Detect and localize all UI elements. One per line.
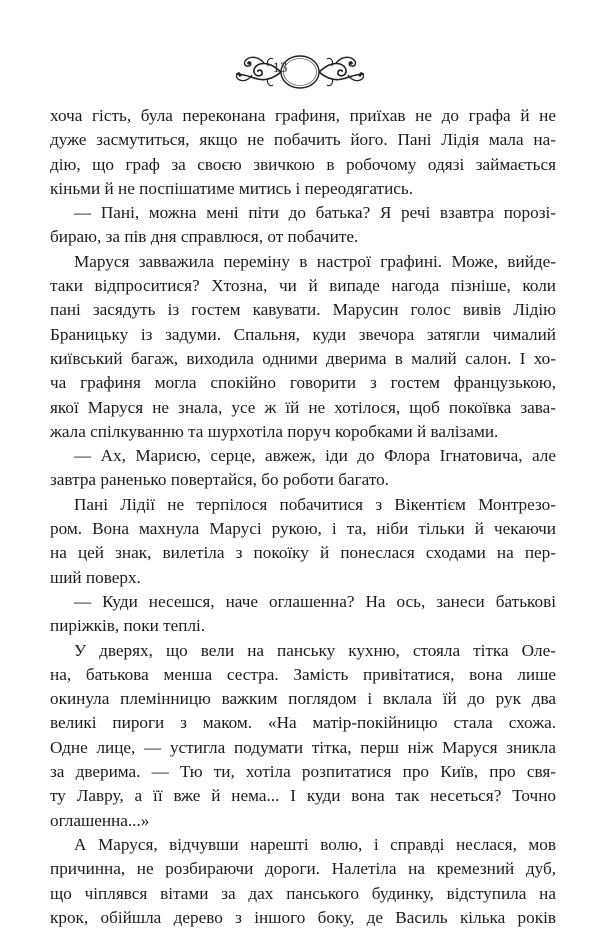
text-line: причинна, не розбираючи дороги. Налетіла на кремезний дуб,	[50, 859, 556, 879]
text-line: бираю, за пів дня справлюся, от побачите.	[50, 227, 359, 247]
text-line: окинула племінницю важким поглядом і вклала їй до рук два	[50, 689, 556, 709]
text-line: Одне лице, — устигла подумати тітка, перш ніж Маруся зникла	[50, 737, 556, 757]
text-line: крок, обійшла дерево з іншого боку, де Василь кілька років	[50, 907, 556, 927]
body-text	[50, 104, 556, 930]
text-line: — Куди несешся, наче оглашенна? На ось, занеси батькові	[74, 591, 556, 611]
text-line: пані засядуть із гостем кавувати. Марусин голос вивів Лідію	[50, 300, 556, 320]
text-line: київський багаж, виходила одними дверима в малий салон. І хо-	[50, 348, 556, 368]
text-line: завтра раненько повертайся, бо роботи багато.	[50, 470, 389, 490]
text-line: ший поверх.	[50, 567, 141, 587]
text-line: хоча гість, була переконана графиня, приїхав не до графа й не	[50, 106, 556, 125]
page-number: 13	[272, 60, 288, 76]
text-line: великі пироги з маком. «На матір-покійницю стала схожа.	[50, 713, 556, 733]
text-line: на, батькова менша сестра. Замість привітатися, вона лише	[50, 664, 556, 684]
text-line: якої Маруся не знала, усе ж їй не хотілося, щоб покоївка зава-	[50, 397, 556, 417]
text-line: ром. Вона махнула Марусі рукою, і та, ніби тільки й чекаючи	[50, 519, 556, 539]
page-header	[0, 48, 600, 98]
text-line: Пані Лідії не терпілося побачитися з Вікентієм Монтрезо-	[74, 494, 556, 514]
text-line: на цей знак, вилетіла з покоїку й понеслася сходами на пер-	[50, 543, 556, 563]
text-line: таки відпроситися? Хтозна, чи й випаде нагода пізніше, коли	[50, 276, 556, 296]
text-line: ту Лавру, а її вже й нема... І куди вона так несеться? Точно	[50, 786, 556, 806]
text-line: дуже засмутиться, якщо не побачить його. Пані Лідія мала на-	[50, 130, 556, 150]
text-line: за дверима. — Тю ти, хотіла розпитатися про Київ, про свя-	[50, 762, 556, 782]
text-line: ча графиня могла спокійно говорити з гостем французькою,	[50, 373, 556, 393]
text-line: оглашенна...»	[50, 810, 150, 830]
text-line: — Пані, можна мені піти до батька? Я речі взавтра порозі-	[74, 203, 556, 223]
text-line: кіньми й не поспішатиме митись і переодягатись.	[50, 178, 414, 198]
text-line: У дверях, що вели на панську кухню, стояла тітка Оле-	[74, 640, 556, 660]
text-line: пиріжків, поки теплі.	[50, 616, 206, 636]
text-line: Маруся завважила переміну в настрої графині. Може, вийде-	[74, 251, 556, 271]
text-line: дію, що граф за своєю звичкою в робочому одязі займається	[50, 154, 556, 174]
text-line: що чіплявся вітами за дах панського будинку, відступила на	[50, 883, 556, 903]
text-line: А Маруся, відчувши нарешті волю, і справді неслася, мов	[74, 834, 556, 854]
text-line: — Ах, Марисю, серце, авжеж, іди до Флора Ігнатовича, але	[74, 446, 556, 466]
text-line: жала спілкуванню та шурхотіла поруч коробками й валізами.	[50, 421, 499, 441]
ornament-icon	[228, 48, 372, 96]
text-line: Браницьку із задуми. Спальня, куди звечора затягли чималий	[50, 324, 556, 344]
